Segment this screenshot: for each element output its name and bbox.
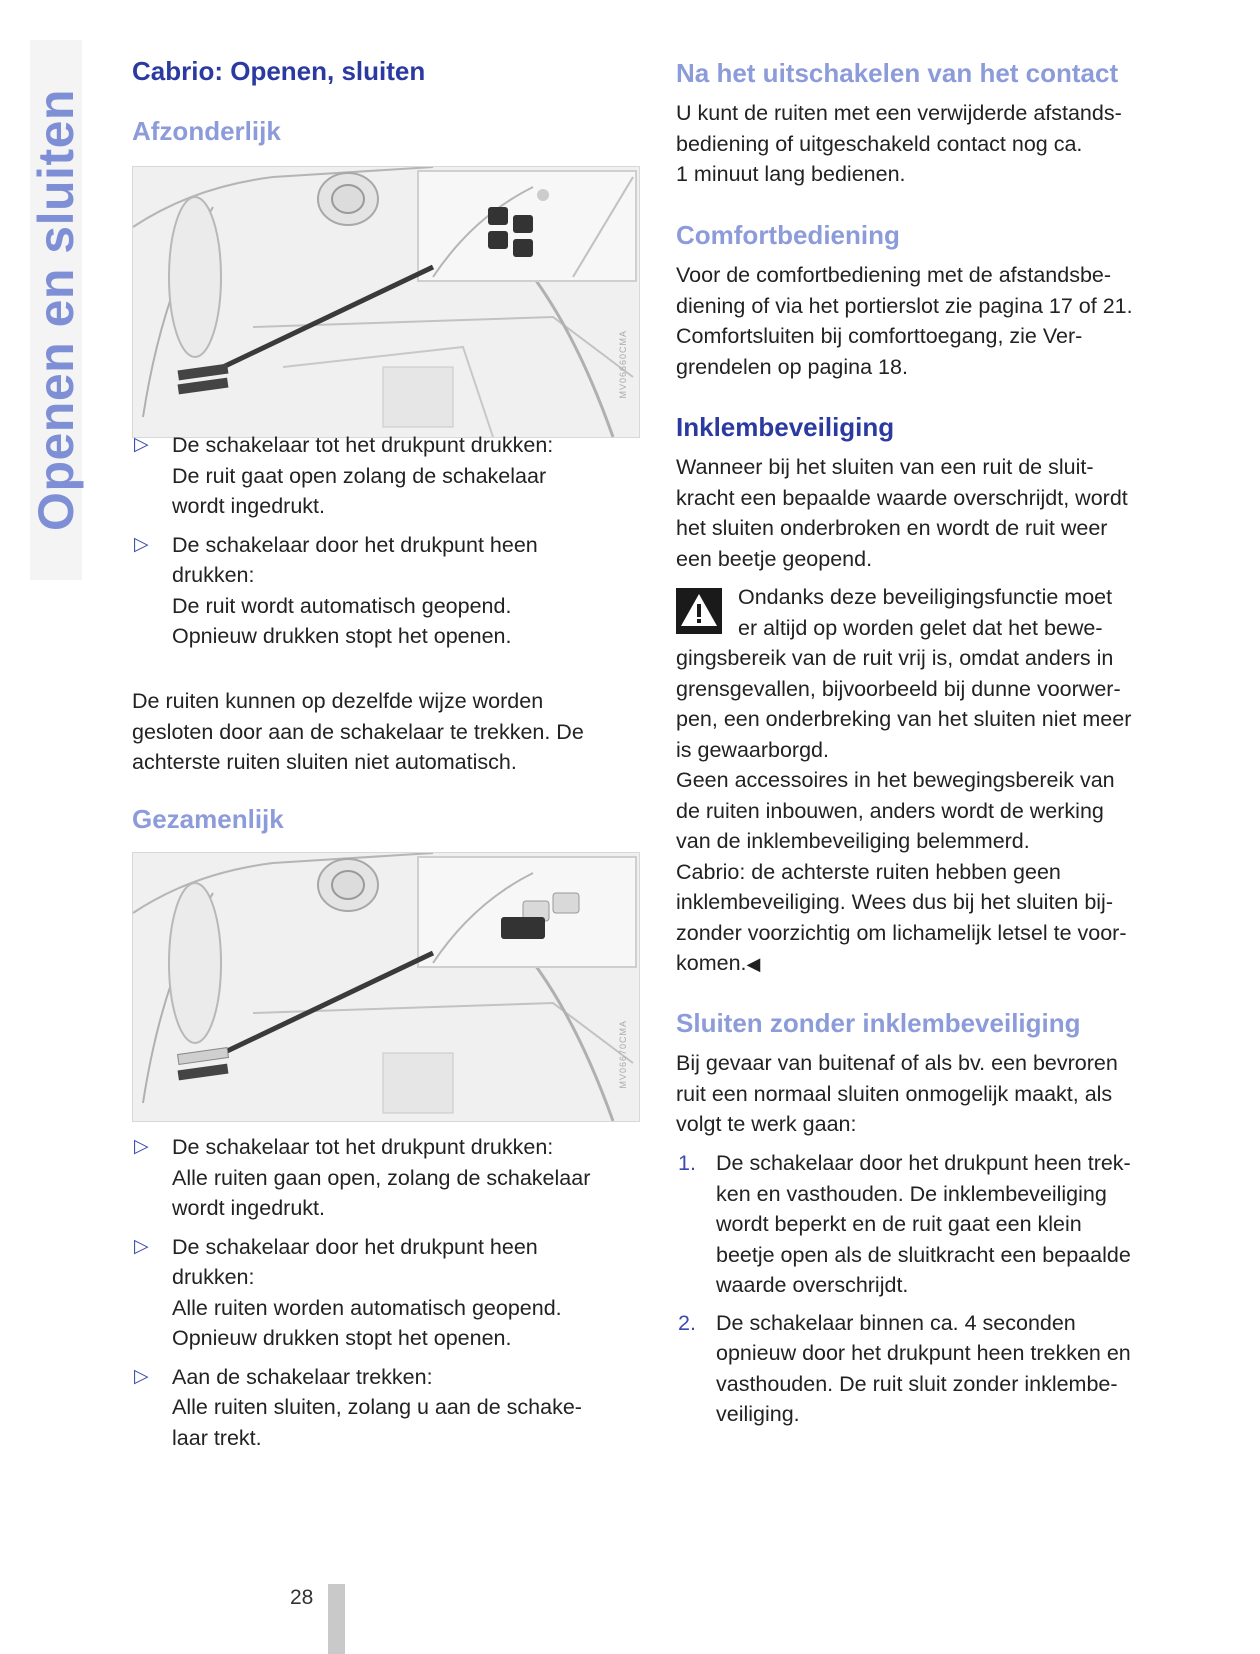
- warning-text: [676, 582, 1190, 980]
- paragraph-line: 1 minuut lang bedienen.: [676, 162, 906, 186]
- paragraph-line: Comfortsluiten bij comforttoegang, zie Ver-: [676, 324, 1083, 348]
- bullet-line: De ruit gaat open zolang de schakelaar: [172, 463, 547, 488]
- page-title: Cabrio: Openen, sluiten: [132, 56, 426, 86]
- paragraph-line: gesloten door aan de schakelaar te trekken. De: [132, 719, 584, 744]
- paragraph-line: achterste ruiten sluiten niet automatisch.: [132, 750, 517, 774]
- figure-code-1: MV06660CMA: [618, 330, 628, 399]
- warning-line: Cabrio: de achterste ruiten hebben geen: [676, 859, 1061, 884]
- paragraph-pinch-protection: [676, 452, 1190, 574]
- figure-collective-switches: [132, 852, 640, 1122]
- warning-line: gingsbereik van de ruit vrij is, omdat anders in: [676, 646, 1114, 670]
- triangle-bullet-icon: ▷: [134, 434, 149, 455]
- warning-line: zonder voorzichtig om lichamelijk letsel te voor-: [676, 920, 1127, 945]
- illustration-door-panel-2: [133, 853, 639, 1121]
- bullet-item: [132, 1362, 642, 1454]
- triangle-bullet-icon: ▷: [134, 1235, 149, 1257]
- bullet-item: [132, 1132, 642, 1224]
- step-item: [676, 1148, 1190, 1301]
- bullet-line: drukken:: [172, 1265, 255, 1289]
- figure-individual-switches: [132, 166, 640, 438]
- illustration-door-panel: [133, 167, 639, 437]
- paragraph-line: De ruiten kunnen op dezelfde wijze worden: [132, 689, 544, 713]
- step-line: veiliging.: [716, 1402, 800, 1426]
- step-line: opnieuw door het drukpunt heen trekken en: [716, 1341, 1131, 1365]
- bullet-line: laar trekt.: [172, 1425, 262, 1450]
- bullet-line: Alle ruiten worden automatisch geopend.: [172, 1295, 562, 1320]
- bullet-line: wordt ingedrukt.: [172, 494, 325, 518]
- heading-pinch-protection: Inklembeveiliging: [676, 412, 895, 442]
- warning-line: inklembeveiliging. Wees dus bij het sluiten bij-: [676, 890, 1113, 914]
- side-tab-label-wrap: [30, 40, 82, 580]
- paragraph-line: grendelen op pagina 18.: [676, 354, 908, 379]
- paragraph-line: het sluiten onderbroken en wordt de ruit weer: [676, 516, 1108, 540]
- heading-after-ignition-off: Na het uitschakelen van het contact: [676, 58, 1119, 88]
- bullet-line: De schakelaar tot het drukpunt drukken:: [172, 433, 554, 457]
- warning-line: pen, een onderbreking van het sluiten niet meer: [676, 707, 1132, 731]
- bullet-line: De schakelaar door het drukpunt heen: [172, 532, 538, 557]
- bullet-line: De ruit wordt automatisch geopend.: [172, 593, 512, 618]
- warning-line: er altijd op worden gelet dat het bewe-: [738, 615, 1103, 640]
- paragraph-comfort-operation: [676, 260, 1190, 382]
- warning-line: grensgevallen, bijvoorbeeld bij dunne voorwer-: [676, 676, 1121, 701]
- step-item: [676, 1308, 1190, 1430]
- triangle-bullet-icon: ▷: [134, 1136, 149, 1157]
- step-line: vasthouden. De ruit sluit zonder inklembe-: [716, 1371, 1118, 1396]
- step-line: De schakelaar door het drukpunt heen trek-: [716, 1151, 1131, 1175]
- page-number-bar: [328, 1584, 345, 1654]
- warning-line: van de inklembeveiliging belemmerd.: [676, 829, 1030, 853]
- warning-line: komen.: [676, 951, 747, 975]
- paragraph-closing: [132, 686, 642, 778]
- warning-line: is gewaarborgd.: [676, 737, 829, 762]
- bullet-line: Alle ruiten gaan open, zolang de schakelaar: [172, 1165, 591, 1190]
- paragraph-line: diening of via het portierslot zie pagina 17 of 21.: [676, 293, 1133, 318]
- bullets-individual: [132, 430, 642, 652]
- bullet-line: Alle ruiten sluiten, zolang u aan de schake-: [172, 1395, 582, 1419]
- warning-line: de ruiten inbouwen, anders wordt de werking: [676, 798, 1104, 823]
- bullet-line: De schakelaar tot het drukpunt drukken:: [172, 1135, 554, 1159]
- bullet-line: wordt ingedrukt.: [172, 1196, 325, 1220]
- paragraph-line: Bij gevaar van buitenaf of als bv. een bevroren: [676, 1051, 1118, 1075]
- triangle-bullet-icon: ▷: [134, 533, 149, 555]
- bullets-collective: [132, 1132, 642, 1453]
- page-number: 28: [290, 1586, 314, 1609]
- figure-code-2: MV06670CMA: [618, 1020, 628, 1089]
- warning-line: Ondanks deze beveiligingsfunctie moet: [738, 585, 1113, 609]
- paragraph-line: ruit een normaal sluiten onmogelijk maakt, als: [676, 1081, 1113, 1106]
- heading-gezamenlijk: Gezamenlijk: [132, 804, 284, 834]
- bullet-line: De schakelaar door het drukpunt heen: [172, 1234, 538, 1259]
- step-line: beetje open als de sluitkracht een bepaalde: [716, 1242, 1131, 1267]
- paragraph-after-ignition-off: [676, 98, 1190, 190]
- heading-close-without-pinch-protection: Sluiten zonder inklembeveiliging: [676, 1008, 1081, 1038]
- step-number: 2.: [678, 1310, 696, 1335]
- warning-line: Geen accessoires in het bewegingsbereik van: [676, 768, 1115, 792]
- step-line: waarde overschrijdt.: [716, 1273, 909, 1297]
- bullet-line: drukken:: [172, 563, 255, 587]
- paragraph-line: kracht een bepaalde waarde overschrijdt, wordt: [676, 485, 1128, 510]
- steps-list: [676, 1148, 1190, 1430]
- side-tab-label: Openen en sluiten: [28, 89, 84, 531]
- paragraph-line: Wanneer bij het sluiten van een ruit de sluit-: [676, 455, 1094, 479]
- triangle-bullet-icon: ▷: [134, 1365, 149, 1387]
- heading-afzonderlijk: Afzonderlijk: [132, 116, 281, 146]
- paragraph-line: bediening of uitgeschakeld contact nog ca.: [676, 131, 1083, 156]
- bullet-line: Opnieuw drukken stopt het openen.: [172, 1326, 512, 1350]
- step-number: 1.: [678, 1151, 696, 1175]
- bullet-line: Opnieuw drukken stopt het openen.: [172, 624, 512, 648]
- bullet-line: Aan de schakelaar trekken:: [172, 1364, 433, 1389]
- paragraph-close-without-pinch-protection: [676, 1048, 1190, 1140]
- step-line: ken en vasthouden. De inklembeveiliging: [716, 1181, 1107, 1206]
- step-line: De schakelaar binnen ca. 4 seconden: [716, 1310, 1076, 1335]
- bullet-item: [132, 430, 642, 522]
- paragraph-line: een beetje geopend.: [676, 546, 873, 571]
- warning-last-line: [676, 948, 1190, 980]
- paragraph-line: U kunt de ruiten met een verwijderde afstands-: [676, 101, 1122, 125]
- step-line: wordt beperkt en de ruit gaat een klein: [716, 1212, 1082, 1236]
- heading-comfort-operation: Comfortbediening: [676, 220, 900, 250]
- paragraph-line: Voor de comfortbediening met de afstandsbe-: [676, 263, 1112, 287]
- bullet-item: [132, 1232, 642, 1354]
- end-of-section-icon: ◀: [746, 954, 761, 974]
- bullet-item: [132, 530, 642, 652]
- paragraph-line: volgt te werk gaan:: [676, 1112, 857, 1136]
